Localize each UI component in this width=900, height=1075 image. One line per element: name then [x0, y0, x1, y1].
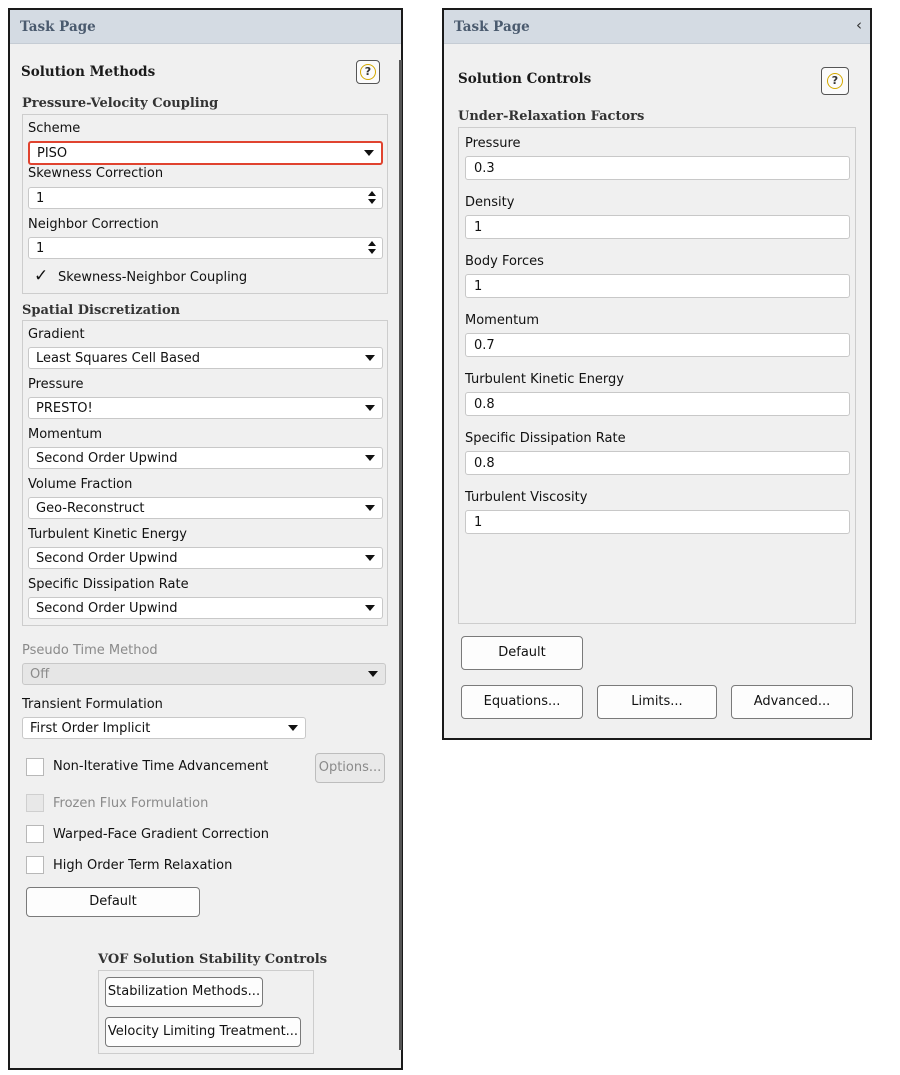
- help-icon: ?: [827, 73, 843, 89]
- urf-momentum-value: 0.7: [474, 338, 495, 353]
- stabilization-methods-button[interactable]: Stabilization Methods...: [105, 977, 263, 1007]
- sd-sdr-select[interactable]: [28, 597, 383, 619]
- scheme-select[interactable]: [28, 141, 383, 165]
- panel-header: [10, 10, 401, 44]
- urf-sdr-label: Specific Dissipation Rate: [465, 431, 626, 446]
- panel-header-title: Task Page: [454, 19, 530, 35]
- pseudo-time-select: [22, 663, 386, 685]
- vof-title: VOF Solution Stability Controls: [98, 952, 328, 967]
- urf-turbulent-viscosity-input[interactable]: [465, 510, 850, 534]
- advanced-button[interactable]: Advanced...: [731, 685, 853, 719]
- high-order-relaxation-label: High Order Term Relaxation: [53, 858, 233, 873]
- sd-pressure-select[interactable]: [28, 397, 383, 419]
- urf-density-value: 1: [474, 220, 483, 235]
- sd-tke-select[interactable]: [28, 547, 383, 569]
- spinner-up-icon[interactable]: [368, 241, 376, 246]
- sd-momentum-value: Second Order Upwind: [36, 451, 178, 466]
- options-button[interactable]: Options...: [315, 753, 385, 783]
- urf-pressure-label: Pressure: [465, 136, 521, 151]
- urf-momentum-label: Momentum: [465, 313, 540, 328]
- scrollbar[interactable]: [399, 60, 402, 1050]
- section-title: Solution Controls: [458, 71, 592, 87]
- neighbor-correction-label: Neighbor Correction: [28, 217, 159, 232]
- spinner-up-icon[interactable]: [368, 191, 376, 196]
- urf-body-forces-label: Body Forces: [465, 254, 544, 269]
- pseudo-time-value: Off: [30, 667, 50, 682]
- default-button[interactable]: Default: [26, 887, 200, 917]
- dropdown-caret-icon: [364, 150, 374, 156]
- sd-pressure-value: PRESTO!: [36, 401, 93, 416]
- dropdown-caret-icon: [365, 505, 375, 511]
- sd-volume-fraction-label: Volume Fraction: [28, 477, 133, 492]
- transient-formulation-select[interactable]: [22, 717, 306, 739]
- sd-tke-value: Second Order Upwind: [36, 551, 178, 566]
- section-title: Solution Methods: [21, 64, 156, 80]
- solution-controls-panel: [442, 8, 872, 740]
- urf-pressure-input[interactable]: [465, 156, 850, 180]
- pv-coupling-title: Pressure-Velocity Coupling: [22, 96, 219, 111]
- solution-methods-panel: [8, 8, 403, 1070]
- sd-gradient-select[interactable]: [28, 347, 383, 369]
- urf-turbulent-viscosity-label: Turbulent Viscosity: [465, 490, 588, 505]
- scheme-label: Scheme: [28, 121, 81, 136]
- urf-title: Under-Relaxation Factors: [458, 109, 645, 124]
- spinner-down-icon[interactable]: [368, 249, 376, 254]
- skewness-correction-label: Skewness Correction: [28, 166, 164, 181]
- checkmark-icon: ✓: [34, 266, 49, 286]
- skewness-neighbor-coupling-checkbox[interactable]: [32, 266, 50, 287]
- spinner-down-icon[interactable]: [368, 199, 376, 204]
- pseudo-time-label: Pseudo Time Method: [22, 643, 158, 658]
- urf-density-input[interactable]: [465, 215, 850, 239]
- non-iterative-time-checkbox[interactable]: [26, 758, 44, 776]
- default-button[interactable]: Default: [461, 636, 583, 670]
- urf-density-label: Density: [465, 195, 515, 210]
- dropdown-caret-icon: [365, 355, 375, 361]
- scheme-value: PISO: [37, 146, 68, 161]
- limits-button[interactable]: Limits...: [597, 685, 717, 719]
- panel-header: [444, 10, 870, 44]
- frozen-flux-label: Frozen Flux Formulation: [53, 796, 209, 811]
- sd-volume-fraction-select[interactable]: [28, 497, 383, 519]
- transient-formulation-label: Transient Formulation: [22, 697, 163, 712]
- non-iterative-time-label: Non-Iterative Time Advancement: [53, 759, 269, 774]
- urf-momentum-input[interactable]: [465, 333, 850, 357]
- neighbor-correction-value: 1: [36, 241, 45, 256]
- dropdown-caret-icon: [365, 455, 375, 461]
- spatial-discretization-title: Spatial Discretization: [22, 303, 181, 318]
- urf-body-forces-value: 1: [474, 279, 483, 294]
- urf-turbulent-viscosity-value: 1: [474, 515, 483, 530]
- sd-pressure-label: Pressure: [28, 377, 84, 392]
- skewness-neighbor-coupling-label: Skewness-Neighbor Coupling: [58, 270, 248, 285]
- sd-gradient-label: Gradient: [28, 327, 85, 342]
- panel-header-title: Task Page: [20, 19, 96, 35]
- help-button[interactable]: [356, 60, 380, 84]
- sd-sdr-value: Second Order Upwind: [36, 601, 178, 616]
- skewness-correction-value: 1: [36, 191, 45, 206]
- urf-pressure-value: 0.3: [474, 161, 495, 176]
- sd-gradient-value: Least Squares Cell Based: [36, 351, 200, 366]
- velocity-limiting-button[interactable]: Velocity Limiting Treatment...: [105, 1017, 301, 1047]
- warped-face-label: Warped-Face Gradient Correction: [53, 827, 270, 842]
- collapse-chevron-icon[interactable]: ‹: [856, 16, 862, 34]
- help-icon: ?: [360, 64, 376, 80]
- dropdown-caret-icon: [365, 555, 375, 561]
- dropdown-caret-icon: [368, 671, 378, 677]
- neighbor-correction-spinner[interactable]: [28, 237, 383, 259]
- dropdown-caret-icon: [365, 605, 375, 611]
- transient-formulation-value: First Order Implicit: [30, 721, 151, 736]
- urf-sdr-value: 0.8: [474, 456, 495, 471]
- sd-tke-label: Turbulent Kinetic Energy: [28, 527, 187, 542]
- urf-tke-label: Turbulent Kinetic Energy: [465, 372, 624, 387]
- help-button[interactable]: [821, 67, 849, 95]
- dropdown-caret-icon: [365, 405, 375, 411]
- skewness-correction-spinner[interactable]: [28, 187, 383, 209]
- urf-body-forces-input[interactable]: [465, 274, 850, 298]
- equations-button[interactable]: Equations...: [461, 685, 583, 719]
- urf-tke-input[interactable]: [465, 392, 850, 416]
- sd-momentum-select[interactable]: [28, 447, 383, 469]
- dropdown-caret-icon: [288, 725, 298, 731]
- urf-sdr-input[interactable]: [465, 451, 850, 475]
- sd-momentum-label: Momentum: [28, 427, 103, 442]
- sd-volume-fraction-value: Geo-Reconstruct: [36, 501, 145, 516]
- warped-face-checkbox[interactable]: [26, 825, 44, 843]
- sd-sdr-label: Specific Dissipation Rate: [28, 577, 189, 592]
- frozen-flux-checkbox: [26, 794, 44, 812]
- urf-tke-value: 0.8: [474, 397, 495, 412]
- high-order-relaxation-checkbox[interactable]: [26, 856, 44, 874]
